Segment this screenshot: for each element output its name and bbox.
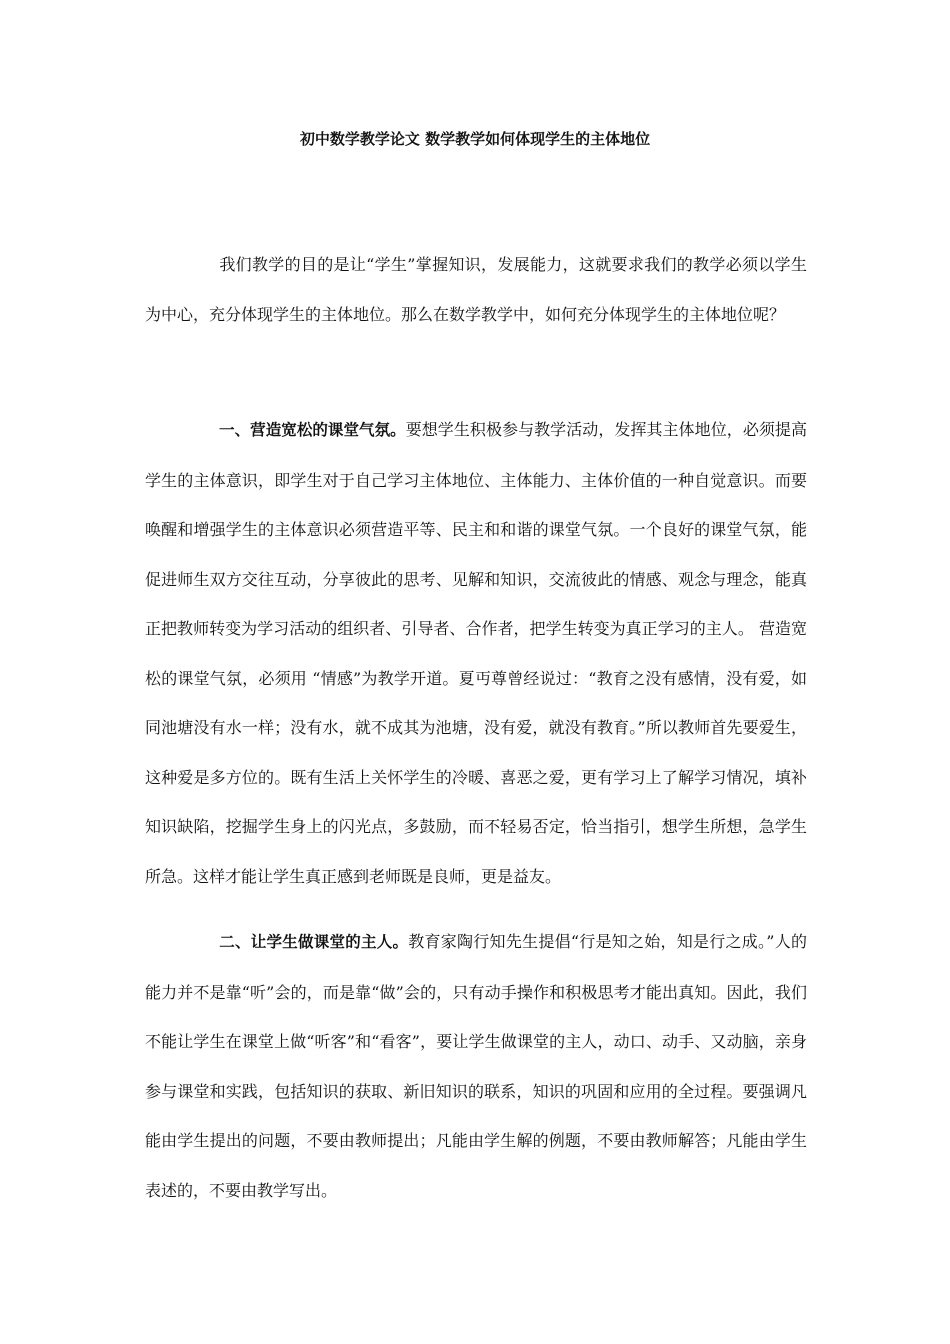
paragraph-section-2 bbox=[145, 917, 807, 1215]
paragraph-text: 要想学生积极参与教学活动，发挥其主体地位，必须提高学生的主体意识，即学生对于自己学习主体地位、主体能力、主体价值的一种自觉意识。而要唤醒和增强学生的主体意识必须营造平等、民主和和谐的课堂气氛。一个良好的课堂气氛，能促进师生双方交往互动，分享彼此的思考、见解和知识，交流彼此的情感、观念与理念，能真正把教师转变为学习活动的组织者、引导者、合作者，把学生转变为真正学习的主人。 营造宽松的课堂气氛，必须用 “情感”为教学开道。夏丏尊曾经说过：“教育之没有感情，没有爱，如同池塘没有水一样；没有水，就不成其为池塘，没有爱，就没有教育。”所以教师首先要爱生，这种爱是多方位的。既有生活上关怀学生的冷暖、喜恶之爱，更有学习上了解学习情况，填补知识缺陷，挖掘学生身上的闪光点，多鼓励，而不轻易否定，恰当指引，想学生所想，急学生所急。这样才能让学生真正感到老师既是良师，更是益友。 bbox=[145, 420, 807, 886]
paragraph-section-1 bbox=[145, 405, 807, 901]
paragraph-intro bbox=[145, 240, 807, 339]
paragraph-text: 我们教学的目的是让“学生”掌握知识，发展能力，这就要求我们的教学必须以学生为中心，充分体现学生的主体地位。那么在数学教学中，如何充分体现学生的主体地位呢？ bbox=[145, 255, 807, 324]
document-title: 初中数学教学论文 数学教学如何体现学生的主体地位 bbox=[299, 130, 651, 148]
section-heading: 一、营造宽松的课堂气氛。 bbox=[219, 421, 406, 439]
paragraph-text: 教育家陶行知先生提倡“行是知之始，知是行之成。”人的能力并不是靠“听”会的，而是靠“做”会的，只有动手操作和积极思考才能出真知。因此，我们不能让学生在课堂上做“听客”和“看客”，要让学生做课堂的主人，动口、动手、又动脑，亲身参与课堂和实践，包括知识的获取、新旧知识的联系，知识的巩固和应用的全过程。要强调凡能由学生提出的问题，不要由教师提出；凡能由学生解的例题，不要由教师解答；凡能由学生表述的，不要由教学写出。 bbox=[145, 932, 807, 1200]
section-heading: 二、让学生做课堂的主人。 bbox=[219, 933, 409, 951]
